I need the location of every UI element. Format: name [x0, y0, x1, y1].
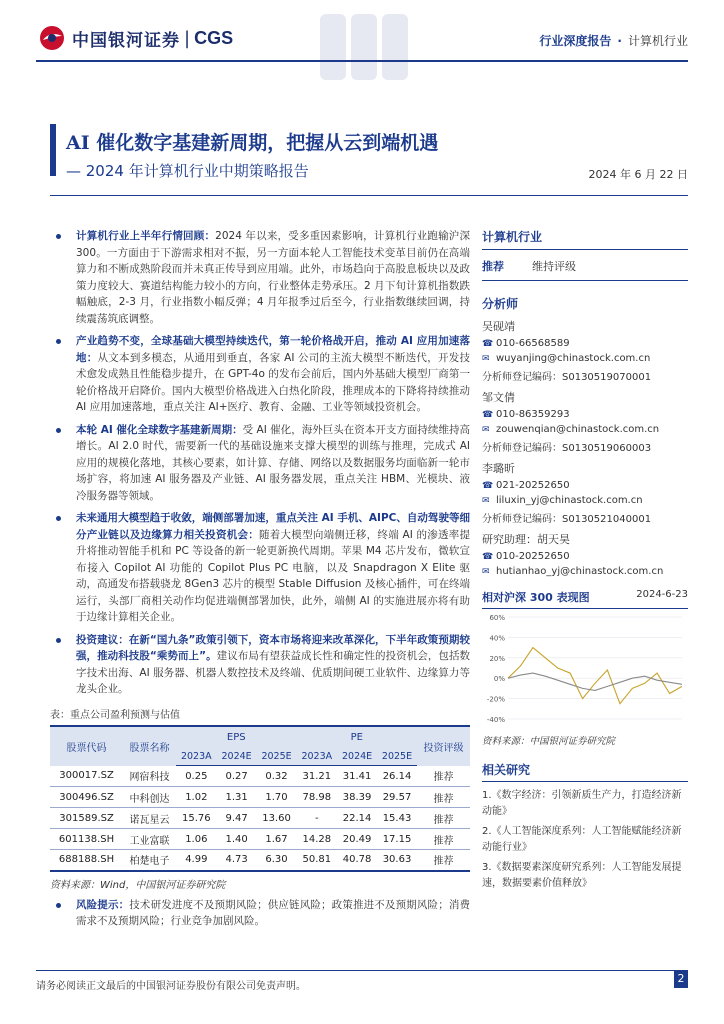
cell: 17.15: [377, 829, 417, 850]
cell: 31.21: [297, 766, 338, 787]
logo-en-text: CGS: [194, 27, 234, 48]
chart-source: 资料来源：中国银河证券研究院: [482, 736, 616, 747]
table-row: [50, 850, 470, 871]
analyst-name: 吴砚靖: [482, 320, 515, 333]
assistant-name: 研究助理：胡天昊: [482, 533, 570, 546]
chart-y-tick: -40%: [486, 716, 505, 724]
analyst-cert: 分析师登记编码：S0130519060003: [482, 443, 652, 454]
cell: 9.47: [217, 808, 257, 829]
cell: 推荐: [417, 787, 470, 808]
table-row: [50, 829, 470, 850]
bullet-heading: 本轮 AI 催化全球数字基建新周期：: [76, 423, 243, 436]
cell: 13.60: [257, 808, 297, 829]
cell: 40.78: [337, 850, 377, 871]
phone-icon: ☎: [482, 551, 494, 562]
chart-title: 相对沪深 300 表现图: [482, 591, 590, 604]
title-accent-bar: [50, 124, 56, 176]
report-subtitle: — 2024 年计算机行业中期策略报告: [66, 162, 309, 180]
cell: 300496.SZ: [50, 787, 123, 808]
bullet-body: 从文本到多模态，从通用到垂直，各家 AI 公司的主流大模型不断迭代，开发技术愈发成熟且性能稳步提升，在 GPT-4o 的发布会前后，国内外基础大模型厂商第一轮价格战开启降价。国内大模型价格战进入白热化阶段，推理成本的下降将持续推动 AI 应用加速落地，重点关注 AI+医疗、教育、金融、工业等领域投资机会。: [76, 351, 470, 413]
performance-chart: [482, 611, 688, 731]
cell: 26.14: [377, 766, 417, 787]
bullet-heading: 计算机行业上半年行情回顾：: [76, 230, 216, 242]
cell: 38.39: [337, 787, 377, 808]
summary-bullet: [50, 422, 470, 505]
page-number: 2: [674, 970, 688, 988]
chart-y-tick: 60%: [489, 614, 505, 622]
header-divider: [36, 60, 688, 62]
cell: 推荐: [417, 850, 470, 871]
related-item[interactable]: 1.《数字经济：引领新质生产力，打造经济新动能》: [482, 790, 682, 817]
cell: 20.49: [337, 829, 377, 850]
analyst-name: 邹文倩: [482, 391, 515, 404]
analyst-phone: 010-86359293: [496, 409, 570, 420]
related-title: 相关研究: [482, 761, 688, 782]
cell: 601138.SH: [50, 829, 123, 850]
col-year: 2024E: [337, 748, 377, 766]
rating-value: 维持评级: [532, 260, 576, 273]
email-icon: ✉: [482, 495, 490, 506]
cell: -: [297, 808, 338, 829]
related-item[interactable]: 2.《人工智能深度系列：人工智能赋能经济新动能行业》: [482, 826, 682, 853]
col-year: 2023A: [297, 748, 338, 766]
galaxy-logo-icon: [38, 24, 66, 52]
col-year: 2024E: [217, 748, 257, 766]
analyst-card: [482, 460, 688, 525]
analyst-title: 分析师: [482, 297, 519, 311]
cell: 31.41: [337, 766, 377, 787]
col-code: 股票代码: [50, 726, 123, 766]
report-date: 2024 年 6 月 22 日: [588, 168, 688, 181]
col-year: 2023A: [176, 748, 217, 766]
related-list: [482, 788, 688, 892]
footer-disclaimer: 请务必阅读正文最后的中国银河证券股份有限公司免责声明。: [36, 970, 688, 992]
cell: 15.76: [176, 808, 217, 829]
analyst-email[interactable]: wuyanjing@chinastock.com.cn: [496, 353, 651, 364]
phone-icon: ☎: [482, 409, 494, 420]
cell: 推荐: [417, 766, 470, 787]
header-dot: ·: [617, 34, 622, 48]
risk-warning: [50, 897, 470, 930]
cell: 1.31: [217, 787, 257, 808]
logo-separator: |: [184, 27, 191, 49]
analyst-cert: 分析师登记编码：S0130519070001: [482, 372, 652, 383]
bullet-heading: 产业趋势不变，全球基础大模型持续迭代，第一轮价格战开启，推动 AI 应用加速落地：: [76, 335, 470, 364]
assistant-card: [482, 531, 688, 577]
phone-icon: ☎: [482, 480, 494, 491]
bullet-body: 建议布局有望获益成长性和确定性的投资机会，包括数字技术出海、AI 服务器、机器人数控技术及终端、优质期间硬工业软件、边缘算力等龙头企业。: [76, 650, 470, 695]
analyst-email[interactable]: liluxin_yj@chinastock.com.cn: [496, 495, 643, 506]
sidebar: [482, 228, 688, 896]
bullet-body: 2024 年以来，受多重因素影响，计算机行业跑输沪深 300。一方面由于下游需求相对不振，另一方面本轮人工智能技术变革目前仍在高端算力和不断成熟阶段而并未真正传导到应用端。此外，市场趋向于高股息板块以及政策力度较大、赛道结构能力较小的方向，行业整体走势承压。2 月下旬计算机指数跌幅触底，2-3 月，行业指数小幅反弹；4 月年报季过后至今，行业指数继续回调，持续震荡筑底调整。: [76, 230, 470, 325]
cell: 15.43: [377, 808, 417, 829]
cell: 78.98: [297, 787, 338, 808]
chart-y-tick: 20%: [489, 654, 505, 663]
cell: 工业富联: [123, 829, 176, 850]
cell: 推荐: [417, 808, 470, 829]
analyst-email[interactable]: zouwenqian@chinastock.com.cn: [496, 424, 660, 435]
header-industry: 计算机行业: [627, 34, 688, 48]
cell: 中科创达: [123, 787, 176, 808]
chart-series-line: [508, 673, 682, 690]
title-divider: [50, 195, 688, 196]
assistant-email[interactable]: hutianhao_yj@chinastock.com.cn: [496, 566, 664, 577]
table-row: [50, 787, 470, 808]
chart-series-line: [508, 648, 682, 704]
cell: 50.81: [297, 850, 338, 871]
industry-title: 计算机行业: [482, 228, 688, 250]
main-content: [50, 228, 470, 936]
assistant-phone: 010-20252650: [496, 551, 570, 562]
cell: 0.25: [176, 766, 217, 787]
analyst-cert: 分析师登记编码：S0130521040001: [482, 514, 652, 525]
bullet-heading: 投资建议：在新“国九条”政策引领下，资本市场将迎来改革深化，下半年政策预期较强，推动科技股“乘势而上”。: [76, 633, 470, 662]
table-source: 资料来源：Wind，中国银河证券研究院: [50, 879, 226, 891]
rating-row: [482, 258, 688, 281]
cell: 688188.SH: [50, 850, 123, 871]
cell: 1.70: [257, 787, 297, 808]
analyst-phone: 010-66568589: [496, 338, 570, 349]
bullet-body: 受 AI 催化，海外巨头在资本开支方面持续维持高增长。AI 2.0 时代，需要新一代的基础设施来支撑大模型的训练与推理，完成式 AI 应用的规模化落地，其核心要素，如计算、存储、网络以及数据服务均面临新一轮市场扩容，将加速 AI 服务器及产业链、AI 服务器发展，重点关注 HBM、光模块、液冷服务器等领域。: [76, 423, 470, 502]
col-year: 2025E: [377, 748, 417, 766]
cell: 1.67: [257, 829, 297, 850]
cell: 14.28: [297, 829, 338, 850]
analyst-phone: 021-20252650: [496, 480, 570, 491]
cell: 0.32: [257, 766, 297, 787]
cell: 300017.SZ: [50, 766, 123, 787]
logo-cn-text: 中国银河证券: [72, 30, 180, 51]
cell: 推荐: [417, 829, 470, 850]
header-category: [539, 32, 688, 49]
col-pe: PE: [297, 726, 417, 748]
cell: 301589.SZ: [50, 808, 123, 829]
cell: 22.14: [337, 808, 377, 829]
table-row: [50, 766, 470, 787]
cell: 网宿科技: [123, 766, 176, 787]
analyst-card: [482, 389, 688, 454]
summary-bullet: [50, 632, 470, 698]
table-caption: 表：重点公司盈利预测与估值: [50, 709, 180, 721]
cell: 1.02: [176, 787, 217, 808]
phone-icon: ☎: [482, 338, 494, 349]
email-icon: ✉: [482, 353, 490, 364]
cell: 30.63: [377, 850, 417, 871]
analyst-card: [482, 318, 688, 383]
report-title: AI 催化数字基建新周期，把握从云到端机遇: [66, 132, 439, 154]
summary-bullet: [50, 510, 470, 626]
analyst-name: 李璐昕: [482, 462, 515, 475]
col-eps: EPS: [176, 726, 296, 748]
report-type: 行业深度报告: [539, 34, 612, 48]
email-icon: ✉: [482, 566, 490, 577]
rating-label: 推荐: [482, 260, 504, 273]
chart-header: [482, 589, 688, 609]
company-logo: [38, 22, 233, 54]
cell: 诺瓦星云: [123, 808, 176, 829]
cell: 0.27: [217, 766, 257, 787]
chart-date: 2024-6-23: [636, 589, 688, 600]
cell: 柏楚电子: [123, 850, 176, 871]
risk-heading: 风险提示：: [76, 898, 130, 911]
cell: 1.06: [176, 829, 217, 850]
col-rating: 投资评级: [417, 726, 470, 766]
chart-y-tick: 0%: [493, 675, 505, 684]
cgs-watermark-icon: [316, 10, 412, 88]
bullet-body: 随着大模型向端侧迁移，终端 AI 的渗透率提升将推动智能手机和 PC 等设备的新一轮更新换代周期。苹果 M4 芯片发布，微软宣布接入 Copilot AI 功能的 Copilot Plus PC 电脑，以及 Snapdragon X Elite 驱动，高通发布搭载骁龙 8Gen3 芯片的模型 Stable Diffusion 及核心插件，可在终端运行，头部厂商相关动作均促进端侧部署加快，此外，端侧 AI 的实施进展亦将有助于边缘计算相关企业。: [76, 528, 471, 623]
related-item[interactable]: 3.《数据要素深度研究系列：人工智能发展提速，数据要素价值释放》: [482, 862, 682, 889]
col-year: 2025E: [257, 748, 297, 766]
cell: 6.30: [257, 850, 297, 871]
summary-bullet: [50, 228, 470, 327]
col-name: 股票名称: [123, 726, 176, 766]
cell: 4.99: [176, 850, 217, 871]
email-icon: ✉: [482, 424, 490, 435]
summary-bullet: [50, 333, 470, 416]
risk-body: 技术研发进度不及预期风险；供应链风险；政策推进不及预期风险；消费需求不及预期风险；行业竞争加剧风险。: [76, 898, 471, 927]
cell: 4.73: [217, 850, 257, 871]
cell: 1.40: [217, 829, 257, 850]
chart-y-tick: 40%: [489, 634, 505, 643]
table-row: [50, 808, 470, 829]
bullet-heading: 未来通用大模型趋于收敛，端侧部署加速，重点关注 AI 手机、AIPC、自动驾驶等细分产业链以及边缘算力相关投资机会：: [76, 512, 470, 541]
chart-y-tick: -20%: [486, 695, 505, 704]
cell: 29.57: [377, 787, 417, 808]
valuation-table: [50, 725, 470, 872]
